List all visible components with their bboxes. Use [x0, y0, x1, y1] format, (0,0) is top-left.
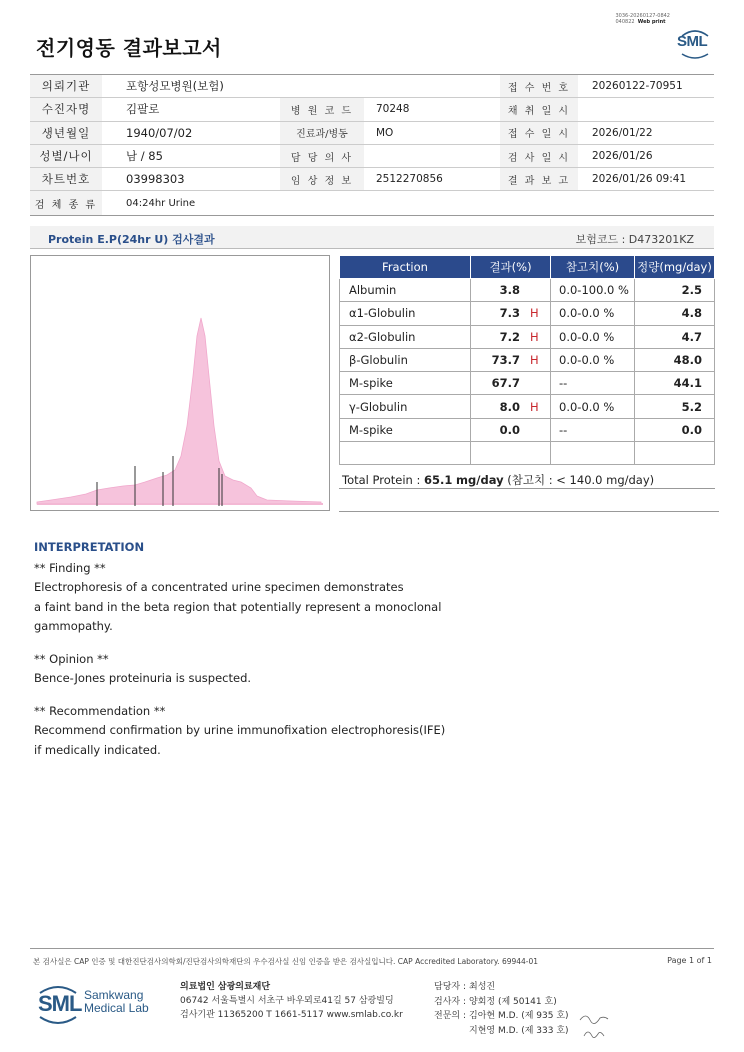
- amount-cell: [635, 442, 715, 465]
- amount-cell: 2.5: [635, 279, 715, 302]
- amount-cell: 4.7: [635, 325, 715, 348]
- info-label: 성별/나이: [30, 145, 102, 167]
- total-protein: [339, 469, 715, 489]
- patient-info-table: [30, 74, 714, 216]
- high-flag: H: [530, 306, 539, 321]
- info-label: 접 수 번 호: [500, 75, 578, 97]
- result-cell: [471, 325, 551, 348]
- result-value: 73.7: [491, 353, 520, 368]
- staff-info: [428, 980, 569, 1038]
- staff-name: 김아현 M.D. (제 935 호): [469, 1011, 569, 1021]
- reference-cell: --: [551, 372, 635, 395]
- divider: [339, 511, 719, 512]
- high-flag: H: [530, 353, 539, 368]
- info-label: 병 원 코 드: [280, 98, 364, 120]
- fraction-cell: Albumin: [340, 279, 471, 302]
- amount-cell: 5.2: [635, 395, 715, 418]
- total-reference: (참고치 : < 140.0 mg/day): [507, 473, 655, 487]
- result-cell: [471, 418, 551, 441]
- opinion-heading: ** Opinion **: [34, 651, 109, 666]
- info-label: 의뢰기관: [30, 75, 102, 97]
- fraction-cell: M-spike: [340, 372, 471, 395]
- info-row: [30, 122, 714, 145]
- densitometry-curve: [31, 256, 329, 510]
- staff-role: 전문의 :: [434, 1011, 466, 1021]
- info-value: 2512270856: [376, 173, 443, 186]
- fraction-cell: [340, 442, 471, 465]
- staff-role: 담당자 :: [434, 982, 466, 992]
- specimen-value: 04:24hr Urine: [126, 197, 196, 209]
- info-value: 1940/07/02: [126, 125, 193, 140]
- info-value: 2026/01/26 09:41: [592, 173, 687, 186]
- info-label: 접 수 일 시: [500, 122, 578, 144]
- result-cell: [471, 348, 551, 371]
- result-value: 67.7: [491, 376, 520, 391]
- fraction-cell: α2-Globulin: [340, 325, 471, 348]
- info-value: 20260122-70951: [592, 80, 683, 93]
- info-row: [30, 191, 714, 214]
- info-label: 검 사 일 시: [500, 145, 578, 167]
- finding-line: Electrophoresis of a concentrated urine specimen demonstrates: [34, 580, 404, 594]
- footer-logo: [36, 983, 156, 1025]
- logo-name-line: Medical Lab: [84, 1001, 149, 1015]
- total-value: 65.1: [424, 473, 453, 487]
- high-flag: H: [530, 399, 539, 414]
- info-label: 임 상 정 보: [280, 168, 364, 190]
- accreditation-note: 본 검사실은 CAP 인증 및 대한진단검사의학회/진단검사의학재단의 우수검사실 신임 인증을 받은 검사실입니다. CAP Accredited Laboratory. 69944-01: [33, 957, 539, 966]
- staff-role: [428, 1024, 466, 1039]
- info-value: 김팔로: [126, 102, 160, 117]
- specimen-label: 검 체 종 류: [30, 191, 102, 214]
- info-label: 결 과 보 고: [500, 168, 578, 190]
- fraction-cell: γ-Globulin: [340, 395, 471, 418]
- info-value: 포항성모병원(보험): [126, 79, 224, 94]
- org-contact: 검사기관 11365200 T 1661-5117 www.smlab.co.kr: [180, 1010, 403, 1020]
- reference-cell: 0.0-0.0 %: [551, 395, 635, 418]
- info-row: [30, 75, 714, 98]
- info-label: 담 당 의 사: [280, 145, 364, 167]
- finding-heading: ** Finding **: [34, 560, 106, 575]
- info-label: 차트번호: [30, 168, 102, 190]
- logo-name-line: Samkwang: [84, 988, 144, 1002]
- info-label: 진료과/병동: [280, 122, 364, 144]
- sml-logo: [676, 26, 714, 60]
- result-cell: [471, 395, 551, 418]
- electrophoresis-graph: [30, 255, 330, 511]
- result-cell: [471, 279, 551, 302]
- result-cell: [471, 302, 551, 325]
- info-label: 채 취 일 시: [500, 98, 578, 120]
- amount-cell: 44.1: [635, 372, 715, 395]
- interpretation-section: [34, 538, 634, 760]
- section-title: Protein E.P(24hr U) 검사결과: [48, 233, 215, 246]
- info-value: 남 / 85: [126, 149, 163, 164]
- logo-name: [84, 989, 149, 1015]
- col-header-reference: 참고치(%): [551, 256, 635, 279]
- result-section-header: [30, 226, 714, 249]
- info-value: [364, 145, 500, 167]
- info-value: [578, 98, 714, 120]
- fraction-cell: M-spike: [340, 418, 471, 441]
- info-row: [30, 168, 714, 191]
- reference-cell: 0.0-0.0 %: [551, 325, 635, 348]
- doc-sub-text: 040822: [615, 19, 635, 25]
- table-row: [340, 302, 715, 325]
- reference-cell: 0.0-0.0 %: [551, 302, 635, 325]
- fraction-cell: α1-Globulin: [340, 302, 471, 325]
- reference-cell: [551, 442, 635, 465]
- document-id: [615, 13, 670, 25]
- finding-line: gammopathy.: [34, 619, 113, 633]
- result-value: 0.0: [499, 422, 520, 437]
- info-value: 2026/01/22: [592, 126, 653, 139]
- staff-role: 검사자 :: [434, 996, 466, 1007]
- reference-cell: --: [551, 418, 635, 441]
- total-label: Total Protein :: [342, 473, 421, 487]
- staff-name: 최성진: [469, 982, 496, 992]
- reference-cell: 0.0-0.0 %: [551, 348, 635, 371]
- org-name: 의료법인 삼광의료재단: [180, 982, 271, 992]
- col-header-fraction: Fraction: [340, 256, 471, 279]
- staff-name: 지현영 M.D. (제 333 호): [469, 1025, 569, 1036]
- amount-cell: 48.0: [635, 348, 715, 371]
- results-header-row: [340, 256, 715, 279]
- organization-info: [180, 980, 403, 1022]
- info-value: 03998303: [126, 172, 185, 187]
- col-header-amount: 정량(mg/day): [635, 256, 715, 279]
- page-number: Page 1 of 1: [667, 956, 712, 965]
- recommendation-heading: ** Recommendation **: [34, 703, 166, 718]
- table-row: [340, 395, 715, 418]
- result-value: 3.8: [499, 283, 520, 298]
- info-value: 2026/01/26: [592, 150, 653, 163]
- col-header-result: 결과(%): [471, 256, 551, 279]
- amount-cell: 4.8: [635, 302, 715, 325]
- recommendation-line: if medically indicated.: [34, 742, 161, 757]
- table-row: [340, 418, 715, 441]
- logo-text: SML: [677, 33, 708, 50]
- interpretation-heading: INTERPRETATION: [34, 540, 145, 554]
- logo-sml-text: SML: [38, 991, 82, 1016]
- finding-line: a faint band in the beta region that potentially represent a monoclonal: [34, 599, 442, 614]
- staff-name: 양회정 (제 50141 호): [469, 996, 557, 1007]
- high-flag: H: [530, 329, 539, 344]
- result-value: 7.3: [499, 306, 520, 321]
- insurance-code: 보험코드 : D473201KZ: [575, 233, 694, 246]
- total-unit: mg/day: [456, 473, 504, 487]
- fraction-cell: β-Globulin: [340, 348, 471, 371]
- result-value: 7.2: [499, 329, 520, 344]
- page-title: 전기영동 결과보고서: [36, 36, 222, 60]
- recommendation-line: Recommend confirmation by urine immunofixation electrophoresis(IFE): [34, 723, 446, 737]
- table-row: [340, 279, 715, 302]
- info-label: 수진자명: [30, 98, 102, 120]
- doc-id-text: 3036-20260127-0842: [615, 13, 670, 19]
- opinion-line: Bence-Jones proteinuria is suspected.: [34, 671, 252, 685]
- table-row: [340, 442, 715, 465]
- org-address: 06742 서울특별시 서초구 바우뫼로41길 57 삼광빌딩: [180, 996, 394, 1006]
- info-row: [30, 145, 714, 168]
- info-label: 생년월일: [30, 122, 102, 144]
- results-table: [339, 255, 715, 465]
- web-print-text: Web print: [637, 19, 666, 25]
- footer-divider: [30, 948, 714, 949]
- info-value: MO: [376, 126, 394, 139]
- amount-cell: 0.0: [635, 418, 715, 441]
- result-cell: [471, 442, 551, 465]
- signature-icon: [578, 1010, 614, 1044]
- table-row: [340, 325, 715, 348]
- info-value: 70248: [376, 103, 410, 116]
- result-value: 8.0: [499, 399, 520, 414]
- info-row: [30, 98, 714, 121]
- table-row: [340, 372, 715, 395]
- curve-area: [37, 318, 321, 504]
- reference-cell: 0.0-100.0 %: [551, 279, 635, 302]
- result-cell: [471, 372, 551, 395]
- table-row: [340, 348, 715, 371]
